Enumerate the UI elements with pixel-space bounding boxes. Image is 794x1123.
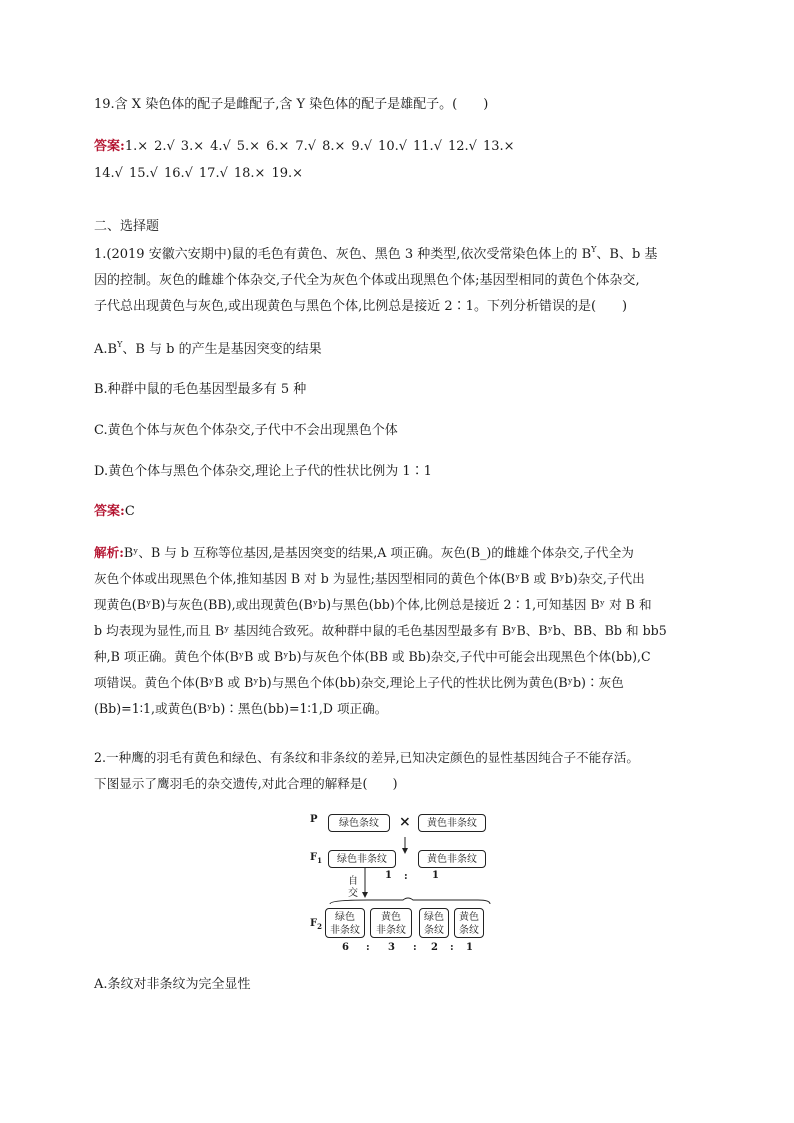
f2-box-1: 绿色 非条纹 bbox=[325, 908, 365, 938]
f1-ratio-right: 1 bbox=[432, 870, 439, 881]
option-c: C.黄色个体与灰色个体杂交,子代中不会出现黑色个体 bbox=[94, 423, 398, 438]
answer-item: 7.√ bbox=[295, 139, 317, 154]
f2-label: $F_2$ bbox=[310, 918, 322, 931]
answer-item: 5.× bbox=[236, 139, 261, 154]
f2-box-3: 绿色 条纹 bbox=[419, 908, 449, 938]
p-right-box: 黄色非条纹 bbox=[418, 814, 486, 832]
answer-item: 12.√ bbox=[447, 139, 477, 154]
answer-item: 2.√ bbox=[154, 139, 175, 154]
section-title: 二、选择题 bbox=[94, 219, 160, 234]
question-2-option-a: A.条纹对非条纹为完全显性 bbox=[94, 977, 251, 992]
p-label: P bbox=[310, 814, 318, 825]
answer-item: 19.× bbox=[271, 166, 304, 181]
answer-item: 4.√ bbox=[210, 139, 231, 154]
f2-colon: : bbox=[413, 942, 417, 953]
f1-ratio-left: 1 bbox=[385, 870, 392, 881]
answer-item: 6.× bbox=[266, 139, 290, 154]
answer-item: 17.√ bbox=[198, 166, 228, 181]
answer-item: 16.√ bbox=[163, 166, 193, 181]
p-left-box: 绿色条纹 bbox=[328, 814, 390, 832]
f1-right-box: 黄色非条纹 bbox=[418, 850, 486, 868]
f2-colon: : bbox=[450, 942, 454, 953]
f1-ratio-colon: : bbox=[404, 871, 408, 882]
answer-label: 答案: bbox=[94, 139, 125, 154]
answer-item: 8.× bbox=[322, 139, 346, 154]
cross-symbol: × bbox=[399, 814, 411, 830]
answer-item: 15.√ bbox=[128, 166, 158, 181]
f1-left-box: 绿色非条纹 bbox=[328, 850, 396, 868]
f2-ratio-2: 3 bbox=[388, 942, 395, 953]
f2-box-4: 黄色 条纹 bbox=[454, 908, 484, 938]
cross-diagram bbox=[308, 812, 498, 962]
answer-item: 11.√ bbox=[413, 139, 442, 154]
answer-item: 3.× bbox=[180, 139, 205, 154]
question-1-explanation: 解析:Bʸ、B 与 b 互称等位基因,是基因突变的结果,A 项正确。灰色(B_)的雌雄个体杂交,子代全为 灰色个体或出现黑色个体,推知基因 B 对 b 为显性;基因型相同的黄色个体(BʸB 或 Bʸb)杂交,子代出 现黄色(BʸB)与灰色(BB),或出现黄色(Bʸb)与黑色(bb)个体,比例总是接近 2∶1,可知基因 Bʸ 对 B 和 b 均表现为显性,而且 Bʸ 基因纯合致死。故种群中鼠的毛色基因型最多有 BʸB、Bʸb、BB、Bb 和 bb5 种,B 项正确。黄色个体(BʸB 或 Bʸb)与灰色个体(BB 或 Bb)杂交,子代中可能会出现黑色个体(bb),C 项错误。黄色个体(BʸB 或 Bʸb)与黑色个体(bb)杂交,理论上子代的性状比例为黄色(Bʸb)∶灰色 (Bb)=1∶1,或黄色(Bʸb)∶黑色(bb)=1∶1,D 项正确。 bbox=[94, 545, 667, 716]
question-2-stem: 2.一种鹰的羽毛有黄色和绿色、有条纹和非条纹的差异,已知决定颜色的显性基因纯合子不能存活。 下图显示了鹰羽毛的杂交遗传,对此合理的解释是( ) bbox=[94, 750, 639, 791]
question-19: 19.含 X 染色体的配子是雌配子,含 Y 染色体的配子是雄配子。( ) bbox=[94, 97, 489, 112]
explain-label: 解析: bbox=[94, 545, 124, 560]
option-d: D.黄色个体与黑色个体杂交,理论上子代的性状比例为 1∶1 bbox=[94, 464, 432, 479]
answer-item: 9.√ bbox=[351, 139, 373, 154]
question-1-answer: 答案:C bbox=[94, 504, 135, 519]
f2-ratio-1: 6 bbox=[342, 942, 349, 953]
option-b: B.种群中鼠的毛色基因型最多有 5 种 bbox=[94, 382, 307, 397]
answer-item: 1.× bbox=[124, 139, 149, 154]
answer-item: 14.√ bbox=[94, 166, 123, 181]
f2-ratio-4: 1 bbox=[466, 942, 473, 953]
f2-ratio-3: 2 bbox=[431, 942, 438, 953]
f2-colon: : bbox=[366, 942, 370, 953]
diagram-lines bbox=[308, 812, 498, 962]
self-cross-text-1: 自 bbox=[348, 876, 358, 887]
f1-label: $F_1$ bbox=[310, 852, 322, 865]
answer-item: 13.× bbox=[482, 139, 515, 154]
option-a: $A.B^Y$、B 与 b 的产生是基因突变的结果 bbox=[94, 339, 322, 357]
f2-box-2: 黄色 非条纹 bbox=[370, 908, 412, 938]
self-cross-text-2: 交 bbox=[348, 888, 358, 899]
answer-item: 18.× bbox=[233, 166, 266, 181]
question-1-stem: 1.(2019 安徽六安期中)鼠的毛色有黄色、灰色、黑色 3 种类型,依次受常染色体上的 $B^Y$、B、b 基 因的控制。灰色的雌雄个体杂交,子代全为灰色个体或出现黑色个体;基因型相同的黄色个体杂交, 子代总出现黄色与灰色,或出现黄色与黑色个体,比例总是接近 2∶1。下列分析错误的是( ) bbox=[94, 244, 658, 314]
answer-block bbox=[94, 133, 714, 187]
answer-item: 10.√ bbox=[378, 139, 408, 154]
